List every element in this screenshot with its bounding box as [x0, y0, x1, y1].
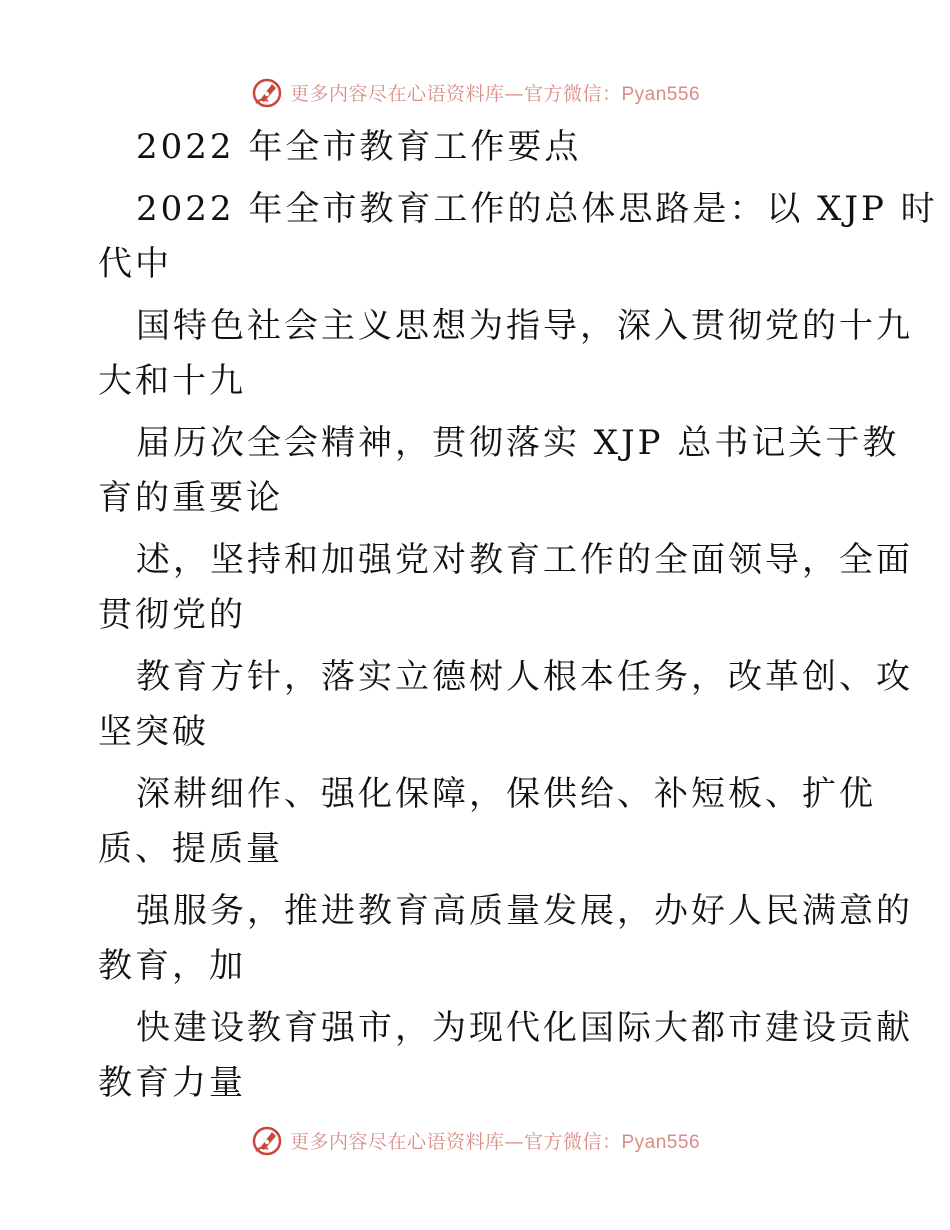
paragraph-line: 教育力量: [98, 1063, 246, 1103]
paragraph-line: 快建设教育强市，为现代化国际大都市建设贡献: [136, 1008, 913, 1048]
pen-nib-logo-icon: [250, 1123, 284, 1157]
pen-nib-logo-icon: [250, 75, 284, 109]
paragraph-line: 质、提质量: [98, 829, 283, 869]
paragraph-line: 代中: [98, 244, 172, 284]
paragraph-line: 教育，加: [98, 946, 246, 986]
footer-banner-text: [290, 1127, 700, 1154]
paragraph-line: 2022 年全市教育工作的总体思路是：以 XJP 时: [136, 189, 938, 229]
footer-banner-wechat: Pyan556: [621, 1131, 701, 1153]
header-banner-label: 更多内容尽在心语资料库—官方微信：: [289, 82, 622, 105]
paragraph-line: 育的重要论: [98, 478, 283, 518]
header-banner-text: [290, 79, 700, 106]
header-banner-wechat: Pyan556: [621, 83, 701, 105]
paragraph-line: 教育方针，落实立德树人根本任务，改革创、攻: [136, 657, 913, 697]
document-title: 2022 年全市教育工作要点: [136, 127, 582, 167]
paragraph-line: 深耕细作、强化保障，保供给、补短板、扩优: [136, 774, 876, 814]
header-banner: [0, 72, 950, 112]
paragraph-line: 强服务，推进教育高质量发展，办好人民满意的: [136, 891, 913, 931]
paragraph-line: 述，坚持和加强党对教育工作的全面领导，全面: [136, 540, 913, 580]
paragraph-line: 坚突破: [98, 712, 209, 752]
paragraph-line: 贯彻党的: [98, 595, 246, 635]
paragraph-line: 国特色社会主义思想为指导，深入贯彻党的十九: [136, 306, 913, 346]
footer-banner: [0, 1120, 950, 1160]
paragraph-line: 届历次全会精神，贯彻落实 XJP 总书记关于教: [136, 423, 900, 463]
footer-banner-label: 更多内容尽在心语资料库—官方微信：: [289, 1130, 622, 1153]
paragraph-line: 大和十九: [98, 361, 246, 401]
